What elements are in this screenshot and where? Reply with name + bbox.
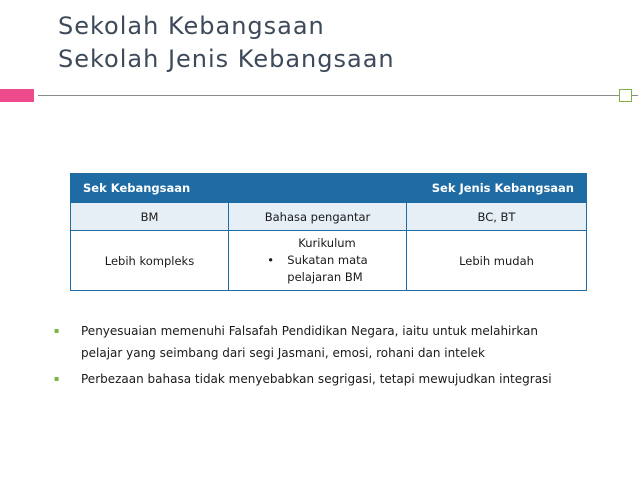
bullet-text	[81, 368, 614, 390]
table-row	[71, 203, 587, 231]
curriculum-heading: Kurikulum	[298, 236, 356, 250]
accent-green-square	[619, 89, 632, 102]
header-blank	[229, 174, 407, 203]
cell-curriculum-sjk: Lebih mudah	[407, 231, 587, 291]
title-divider	[38, 95, 638, 96]
curriculum-bullet-item	[267, 252, 367, 286]
square-bullet-icon: ▪	[54, 374, 60, 383]
bullet-1-line-2: pelajar yang seimbang dari segi Jasmani, emosi, rohani dan intelek	[81, 346, 485, 360]
list-item	[54, 320, 614, 364]
bullet-text	[81, 320, 614, 364]
slide-title	[58, 10, 395, 76]
curriculum-bullet-line-1: Sukatan mata	[287, 253, 368, 267]
curriculum-bullet-line-2: pelajaran BM	[287, 270, 363, 284]
cell-aspect-language: Bahasa pengantar	[229, 203, 407, 231]
table-header-row	[71, 174, 587, 203]
header-sek-jenis-kebangsaan: Sek Jenis Kebangsaan	[407, 174, 587, 203]
comparison-table	[70, 173, 587, 291]
table-row	[71, 231, 587, 291]
bullet-2-line-1: Perbezaan bahasa tidak menyebabkan segrigasi, tetapi mewujudkan integrasi	[81, 372, 552, 386]
curriculum-bullet-text	[287, 252, 367, 286]
bullet-dot-icon: •	[267, 253, 275, 267]
cell-language-sjk: BC, BT	[407, 203, 587, 231]
accent-pink-bar	[0, 89, 34, 102]
title-line-2: Sekolah Jenis Kebangsaan	[58, 45, 395, 73]
header-sek-kebangsaan: Sek Kebangsaan	[71, 174, 229, 203]
list-item	[54, 368, 614, 390]
cell-curriculum-sk: Lebih kompleks	[71, 231, 229, 291]
bullet-1-line-1: Penyesuaian memenuhi Falsafah Pendidikan Negara, iaitu untuk melahirkan	[81, 324, 539, 338]
curriculum-content	[267, 235, 367, 286]
title-line-1: Sekolah Kebangsaan	[58, 12, 325, 40]
cell-aspect-curriculum	[229, 231, 407, 291]
bullet-list	[54, 320, 614, 394]
cell-language-sk: BM	[71, 203, 229, 231]
square-bullet-icon: ▪	[54, 326, 60, 335]
